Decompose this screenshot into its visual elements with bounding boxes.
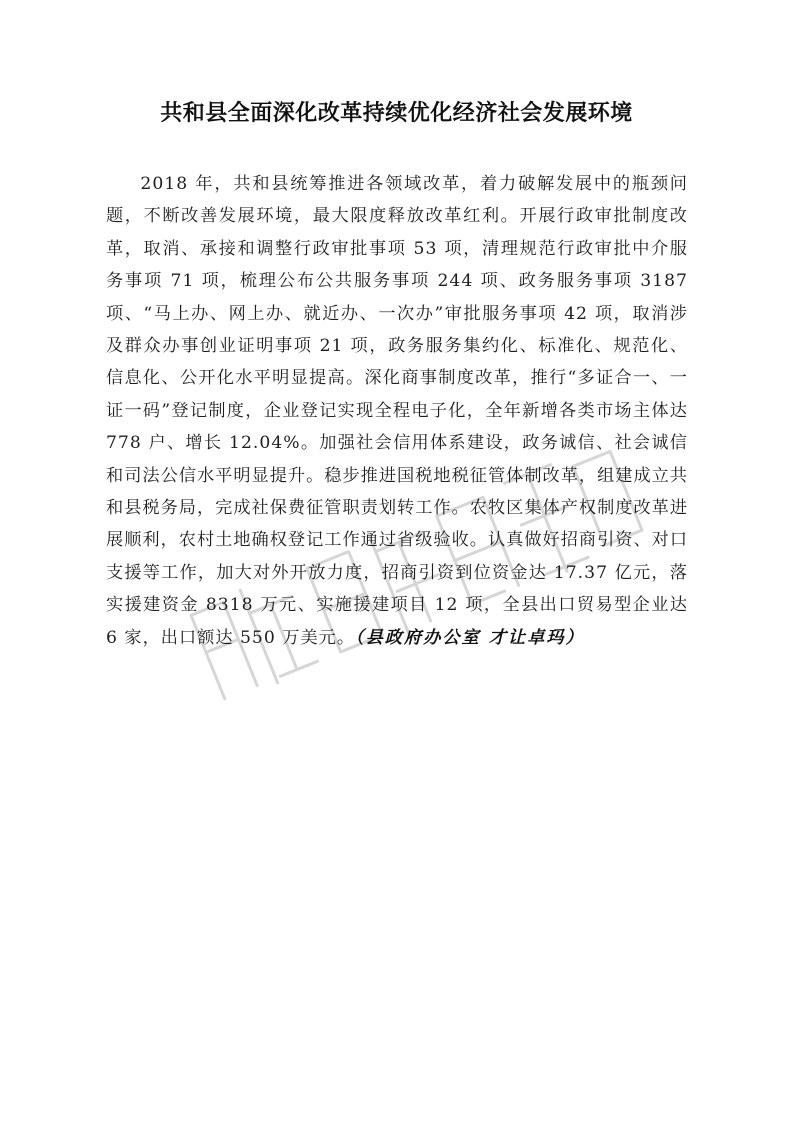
body-paragraph: 2018 年，共和县统筹推进各领域改革，着力破解发展中的瓶颈问题，不断改善发展环境，最大限度释放改革红利。开展行政审批制度改革，取消、承接和调整行政审批事项 53 项，清理规范行政审批中介服务事项 71 项，梳理公布公共服务事项 244 项、政务服务事项 3187 项、“马上办、网上办、就近办、一次办”审批服务事项 42 项，取消涉及群众办事创业证明事项 21 项，政务服务集约化、标准化、规范化、信息化、公开化水平明显提高。深化商事制度改革，推行“多证合一、一证一码”登记制度，企业登记实现全程电子化，全年新增各类市场主体达 778 户、增长 12.04%。加强社会信用体系建设，政务诚信、社会诚信和司法公信水平明显提升。稳步推进国税地税征管体制改革，组建成立共和县税务局，完成社保费征管职责划转工作。农牧区集体产权制度改革进展顺利，农村土地确权登记工作通过省级验收。认真做好招商引资、对口支援等工作，加大对外开放力度，招商引资到位资金达 17.37 亿元，落实援建资金 8318 万元、实施援建项目 12 项，全县出口贸易型企业达 6 家，出口额达 550 万美元。 (106, 174, 689, 648)
author-attribution: （县政府办公室 才让卓玛） (355, 627, 585, 648)
document-body (106, 168, 688, 654)
document-title: 共和县全面深化改革持续优化经济社会发展环境 (160, 101, 633, 126)
